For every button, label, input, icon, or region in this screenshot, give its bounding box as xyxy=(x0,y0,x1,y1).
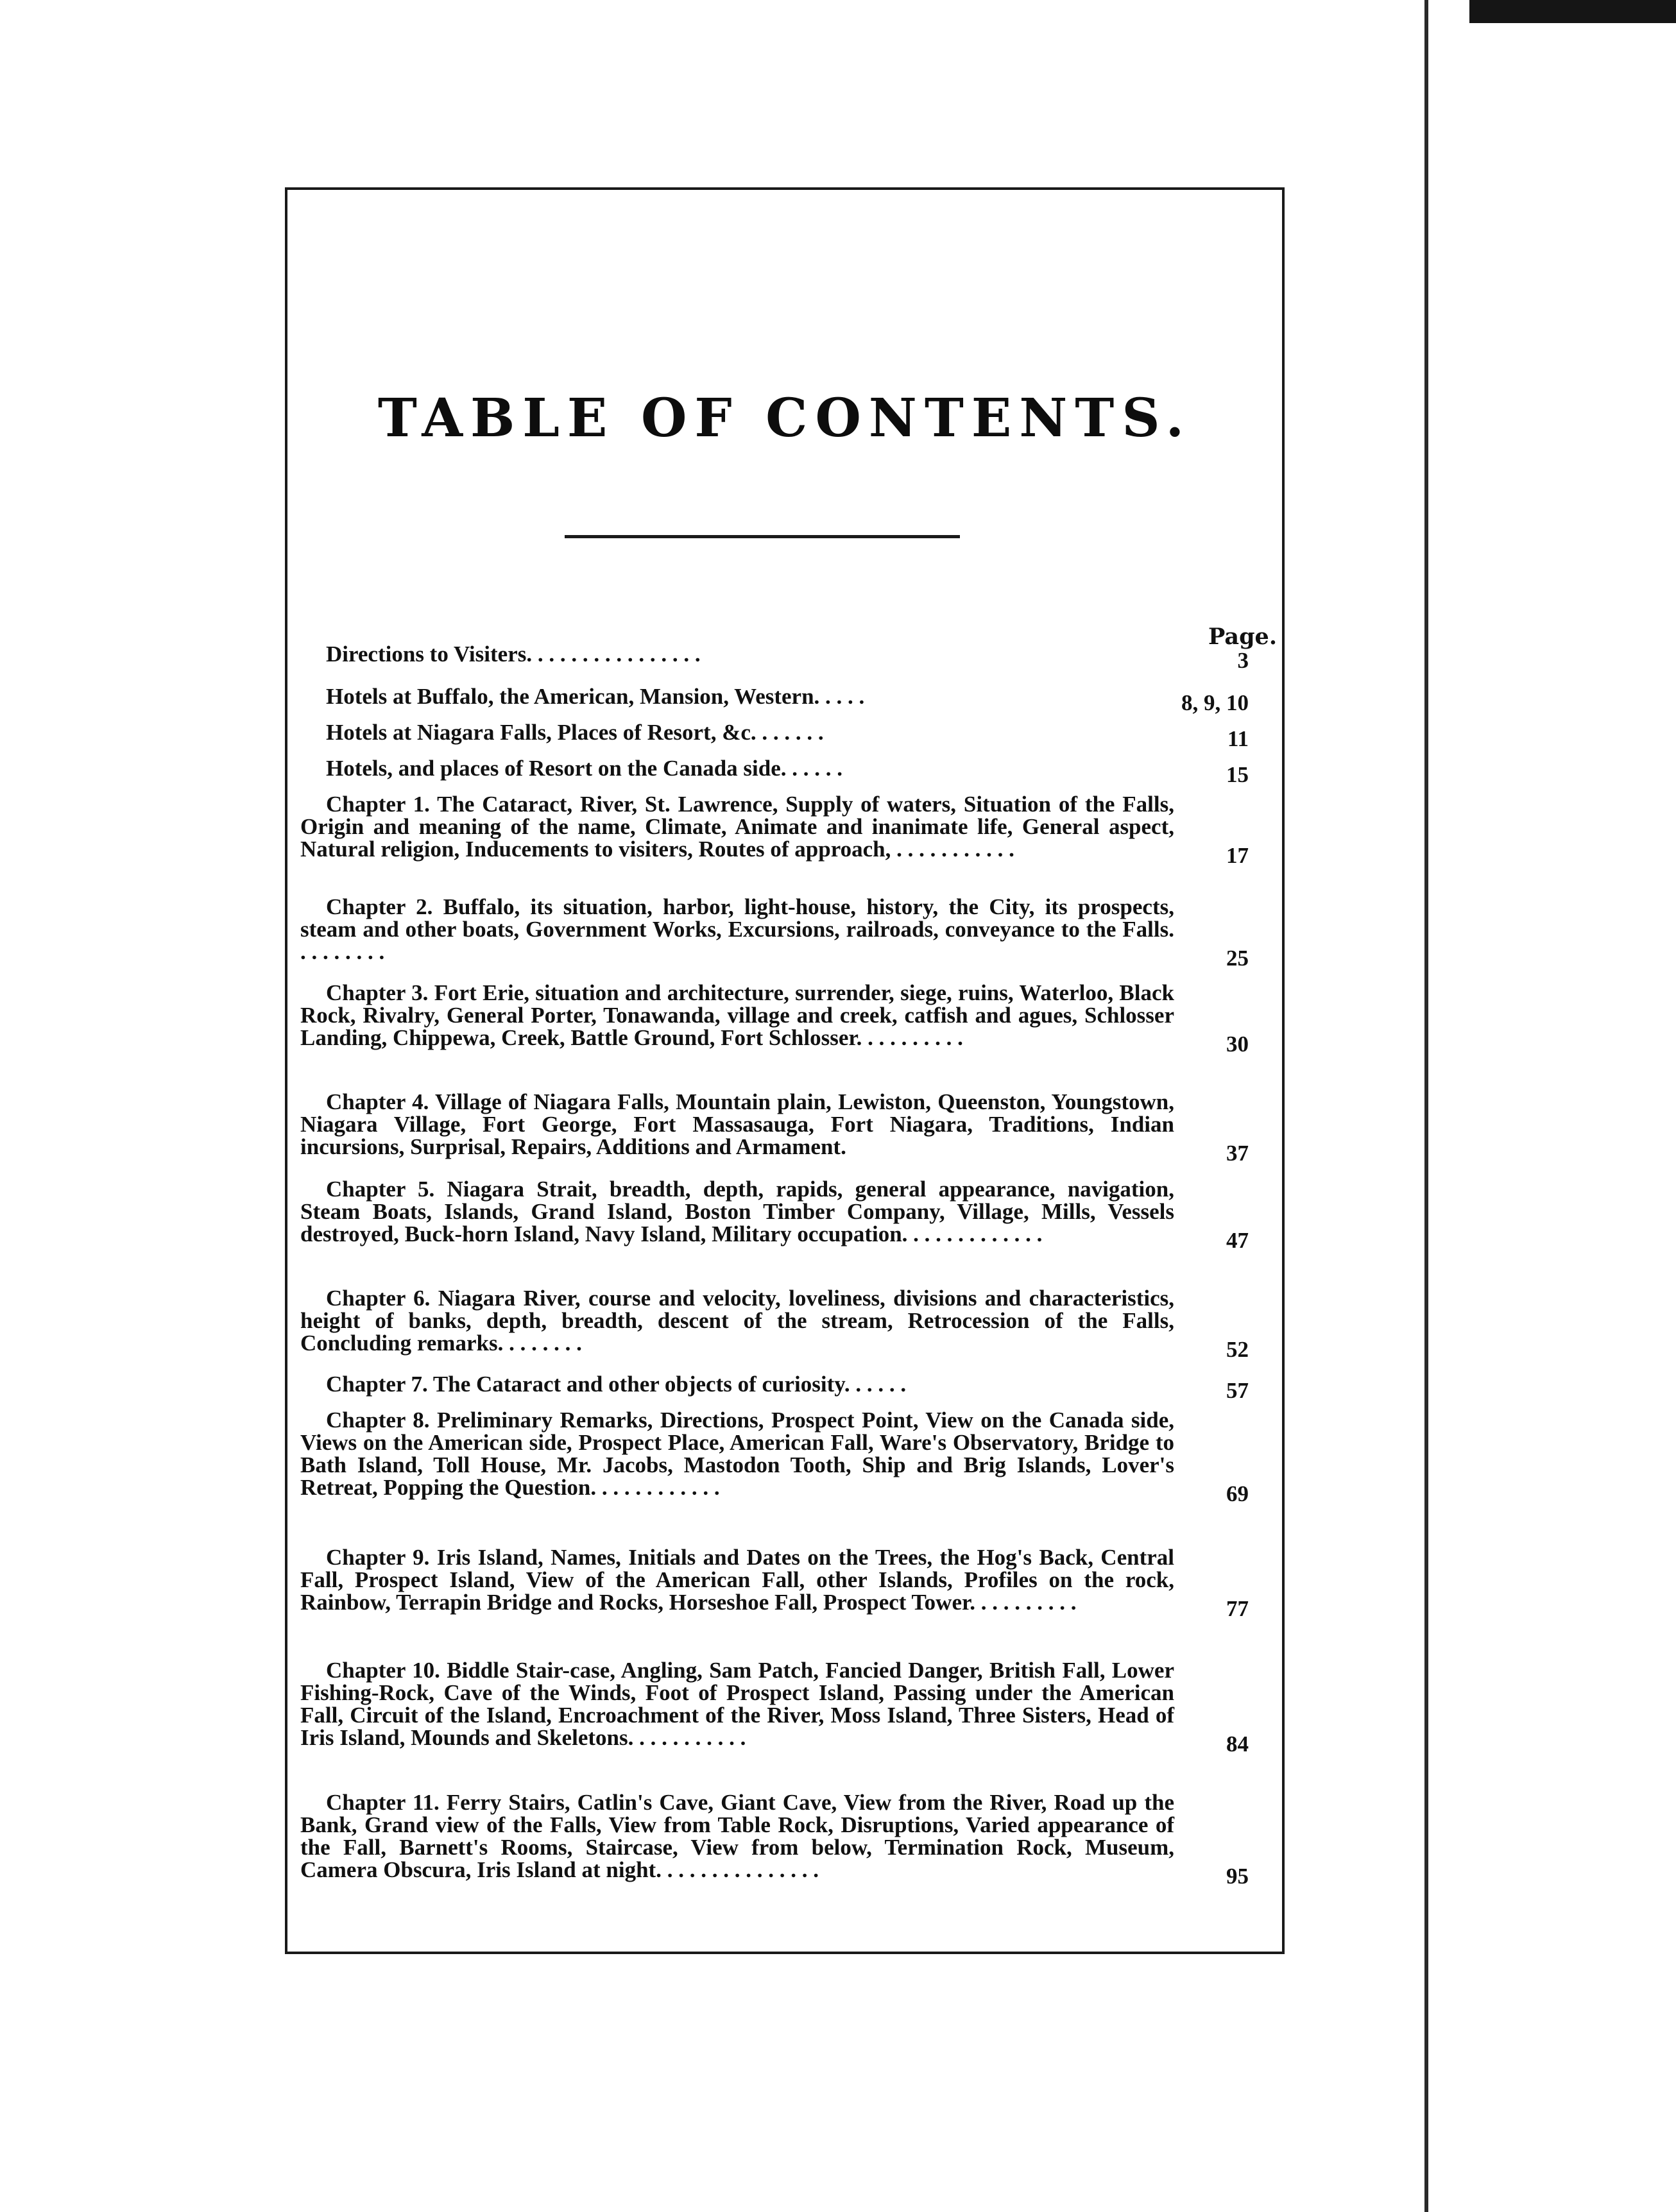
scan-gutter-line xyxy=(1424,0,1428,2212)
toc-entry-page: 57 xyxy=(1226,1378,1249,1403)
toc-entry-page: 52 xyxy=(1226,1337,1249,1362)
toc-entry-text: Hotels, and places of Resort on the Canada side. . . . . . xyxy=(326,756,843,781)
toc-entry-page: 95 xyxy=(1226,1864,1249,1889)
toc-entry-page: 17 xyxy=(1226,843,1249,868)
toc-entry-page: 84 xyxy=(1226,1731,1249,1757)
toc-entry-page: 8, 9, 10 xyxy=(1181,690,1249,715)
toc-entry-page: 11 xyxy=(1227,726,1249,751)
toc-entry-page: 77 xyxy=(1226,1596,1249,1621)
toc-entry xyxy=(300,1177,1251,1253)
toc-entry-text: Chapter 9. Iris Island, Names, Initials and Dates on the Trees, the Hog's Back, Central Fall, Prospect Island, View of the American Fall, other Islands, Profiles on the rock, Rainbow, Terrapin Bridge and Rocks, Horseshoe Fall, Prospect Tower. . . . . . . . . . xyxy=(300,1545,1174,1615)
title-rule xyxy=(565,535,960,538)
toc-entry-page: 69 xyxy=(1226,1481,1249,1506)
toc-entry-text: Directions to Visiters. . . . . . . . . . . . . . . . xyxy=(326,642,701,667)
toc-entry-page: 37 xyxy=(1226,1141,1249,1166)
toc-entry-text: Chapter 6. Niagara River, course and velocity, loveliness, divisions and characteristics, height of banks, depth, breadth, descent of the stream, Retrocession of the Falls, Concluding remarks. . . . . . . . xyxy=(300,1286,1174,1356)
toc-entry xyxy=(300,1790,1251,1889)
toc-entry-text: Chapter 2. Buffalo, its situation, harbor, light-house, history, the City, its prospects, steam and other boats, Government Works, Excursions, railroads, conveyance to the Falls. . . . . . . . . xyxy=(300,894,1174,964)
toc-entry-text: Chapter 4. Village of Niagara Falls, Mountain plain, Lewiston, Queenston, Youngstown, Niagara Village, Fort George, Fort Massasauga, Fort Niagara, Traditions, Indian incursions, Surprisal, Repairs, Additions and Armament. xyxy=(300,1089,1174,1159)
toc-entry xyxy=(300,720,1251,751)
toc-entry-text: Chapter 10. Biddle Stair-case, Angling, Sam Patch, Fancied Danger, British Fall, Lower Fishing-Rock, Cave of the Winds, Foot of Prospect Island, Passing under the American Fall, Circuit of the Island, Encroachment of the River, Moss Island, Three Sisters, Head of Iris Island, Mounds and Skeletons. . . . . . . . . . . xyxy=(300,1658,1174,1750)
toc-entry-text: Chapter 3. Fort Erie, situation and architecture, surrender, siege, ruins, Waterloo, Black Rock, Rivalry, General Porter, Tonawanda, village and creek, catfish and agues, Schlosser Landing, Chippewa, Creek, Battle Ground, Fort Schlosser. . . . . . . . . . xyxy=(300,980,1174,1050)
toc-entry xyxy=(300,756,1251,787)
toc-entry-page: 15 xyxy=(1226,762,1249,787)
toc-entry-text: Chapter 1. The Cataract, River, St. Lawrence, Supply of waters, Situation of the Falls, Origin and meaning of the name, Climate, Animate and inanimate life, General aspect, Natural religion, Inducements to visiters, Routes of approach, . . . . . . . . . . . xyxy=(300,792,1174,862)
toc-entry-text: Chapter 8. Preliminary Remarks, Directions, Prospect Point, View on the Canada side, Views on the American side, Prospect Place, American Fall, Ware's Observatory, Bridge to Bath Island, Toll House, Mr. Jacobs, Mastodon Tooth, Ship and Brig Islands, Lover's Retreat, Popping the Question. . . . . . . . . . . . xyxy=(300,1408,1174,1500)
toc-entry xyxy=(300,684,1251,715)
toc-entry-text: Chapter 7. The Cataract and other objects of curiosity. . . . . . xyxy=(326,1372,907,1397)
toc-entry-text: Chapter 11. Ferry Stairs, Catlin's Cave, Giant Cave, View from the River, Road up the Bank, Grand view of the Falls, View from Table Rock, Disruptions, Varied appearance of the Fall, Barnett's Rooms, Staircase, View from below, Termination Rock, Museum, Camera Obscura, Iris Island at night. . . . . . . . . . . . . . . xyxy=(300,1790,1174,1882)
toc-entry xyxy=(300,980,1251,1057)
toc-entry xyxy=(300,894,1251,971)
toc-entry-text: Hotels at Niagara Falls, Places of Resort, &c. . . . . . . xyxy=(326,720,824,745)
toc-entry-page: 47 xyxy=(1226,1228,1249,1253)
toc-entry xyxy=(300,1286,1251,1362)
toc-entry-page: 30 xyxy=(1226,1032,1249,1057)
toc-entry xyxy=(300,1545,1251,1621)
scan-edge-top xyxy=(1469,0,1676,23)
toc-entry xyxy=(300,1408,1251,1506)
toc-entry xyxy=(300,1372,1251,1403)
toc-entry-text: Hotels at Buffalo, the American, Mansion, Western. . . . . xyxy=(326,684,865,709)
toc-entry-page: 25 xyxy=(1226,946,1249,971)
toc-entry xyxy=(300,792,1251,868)
toc-entry xyxy=(300,1658,1251,1757)
page-column-header: Page. xyxy=(1208,624,1277,650)
toc-entry xyxy=(300,642,1251,673)
page-title: TABLE OF CONTENTS. xyxy=(377,387,1192,449)
toc-entry-page: 3 xyxy=(1237,648,1249,673)
toc-entry-text: Chapter 5. Niagara Strait, breadth, depth, rapids, general appearance, navigation, Steam Boats, Islands, Grand Island, Boston Timber Company, Village, Mills, Vessels destroyed, Buck-horn Island, Navy Island, Military occupation. . . . . . . . . . . . . xyxy=(300,1177,1174,1246)
toc-entry xyxy=(300,1089,1251,1166)
